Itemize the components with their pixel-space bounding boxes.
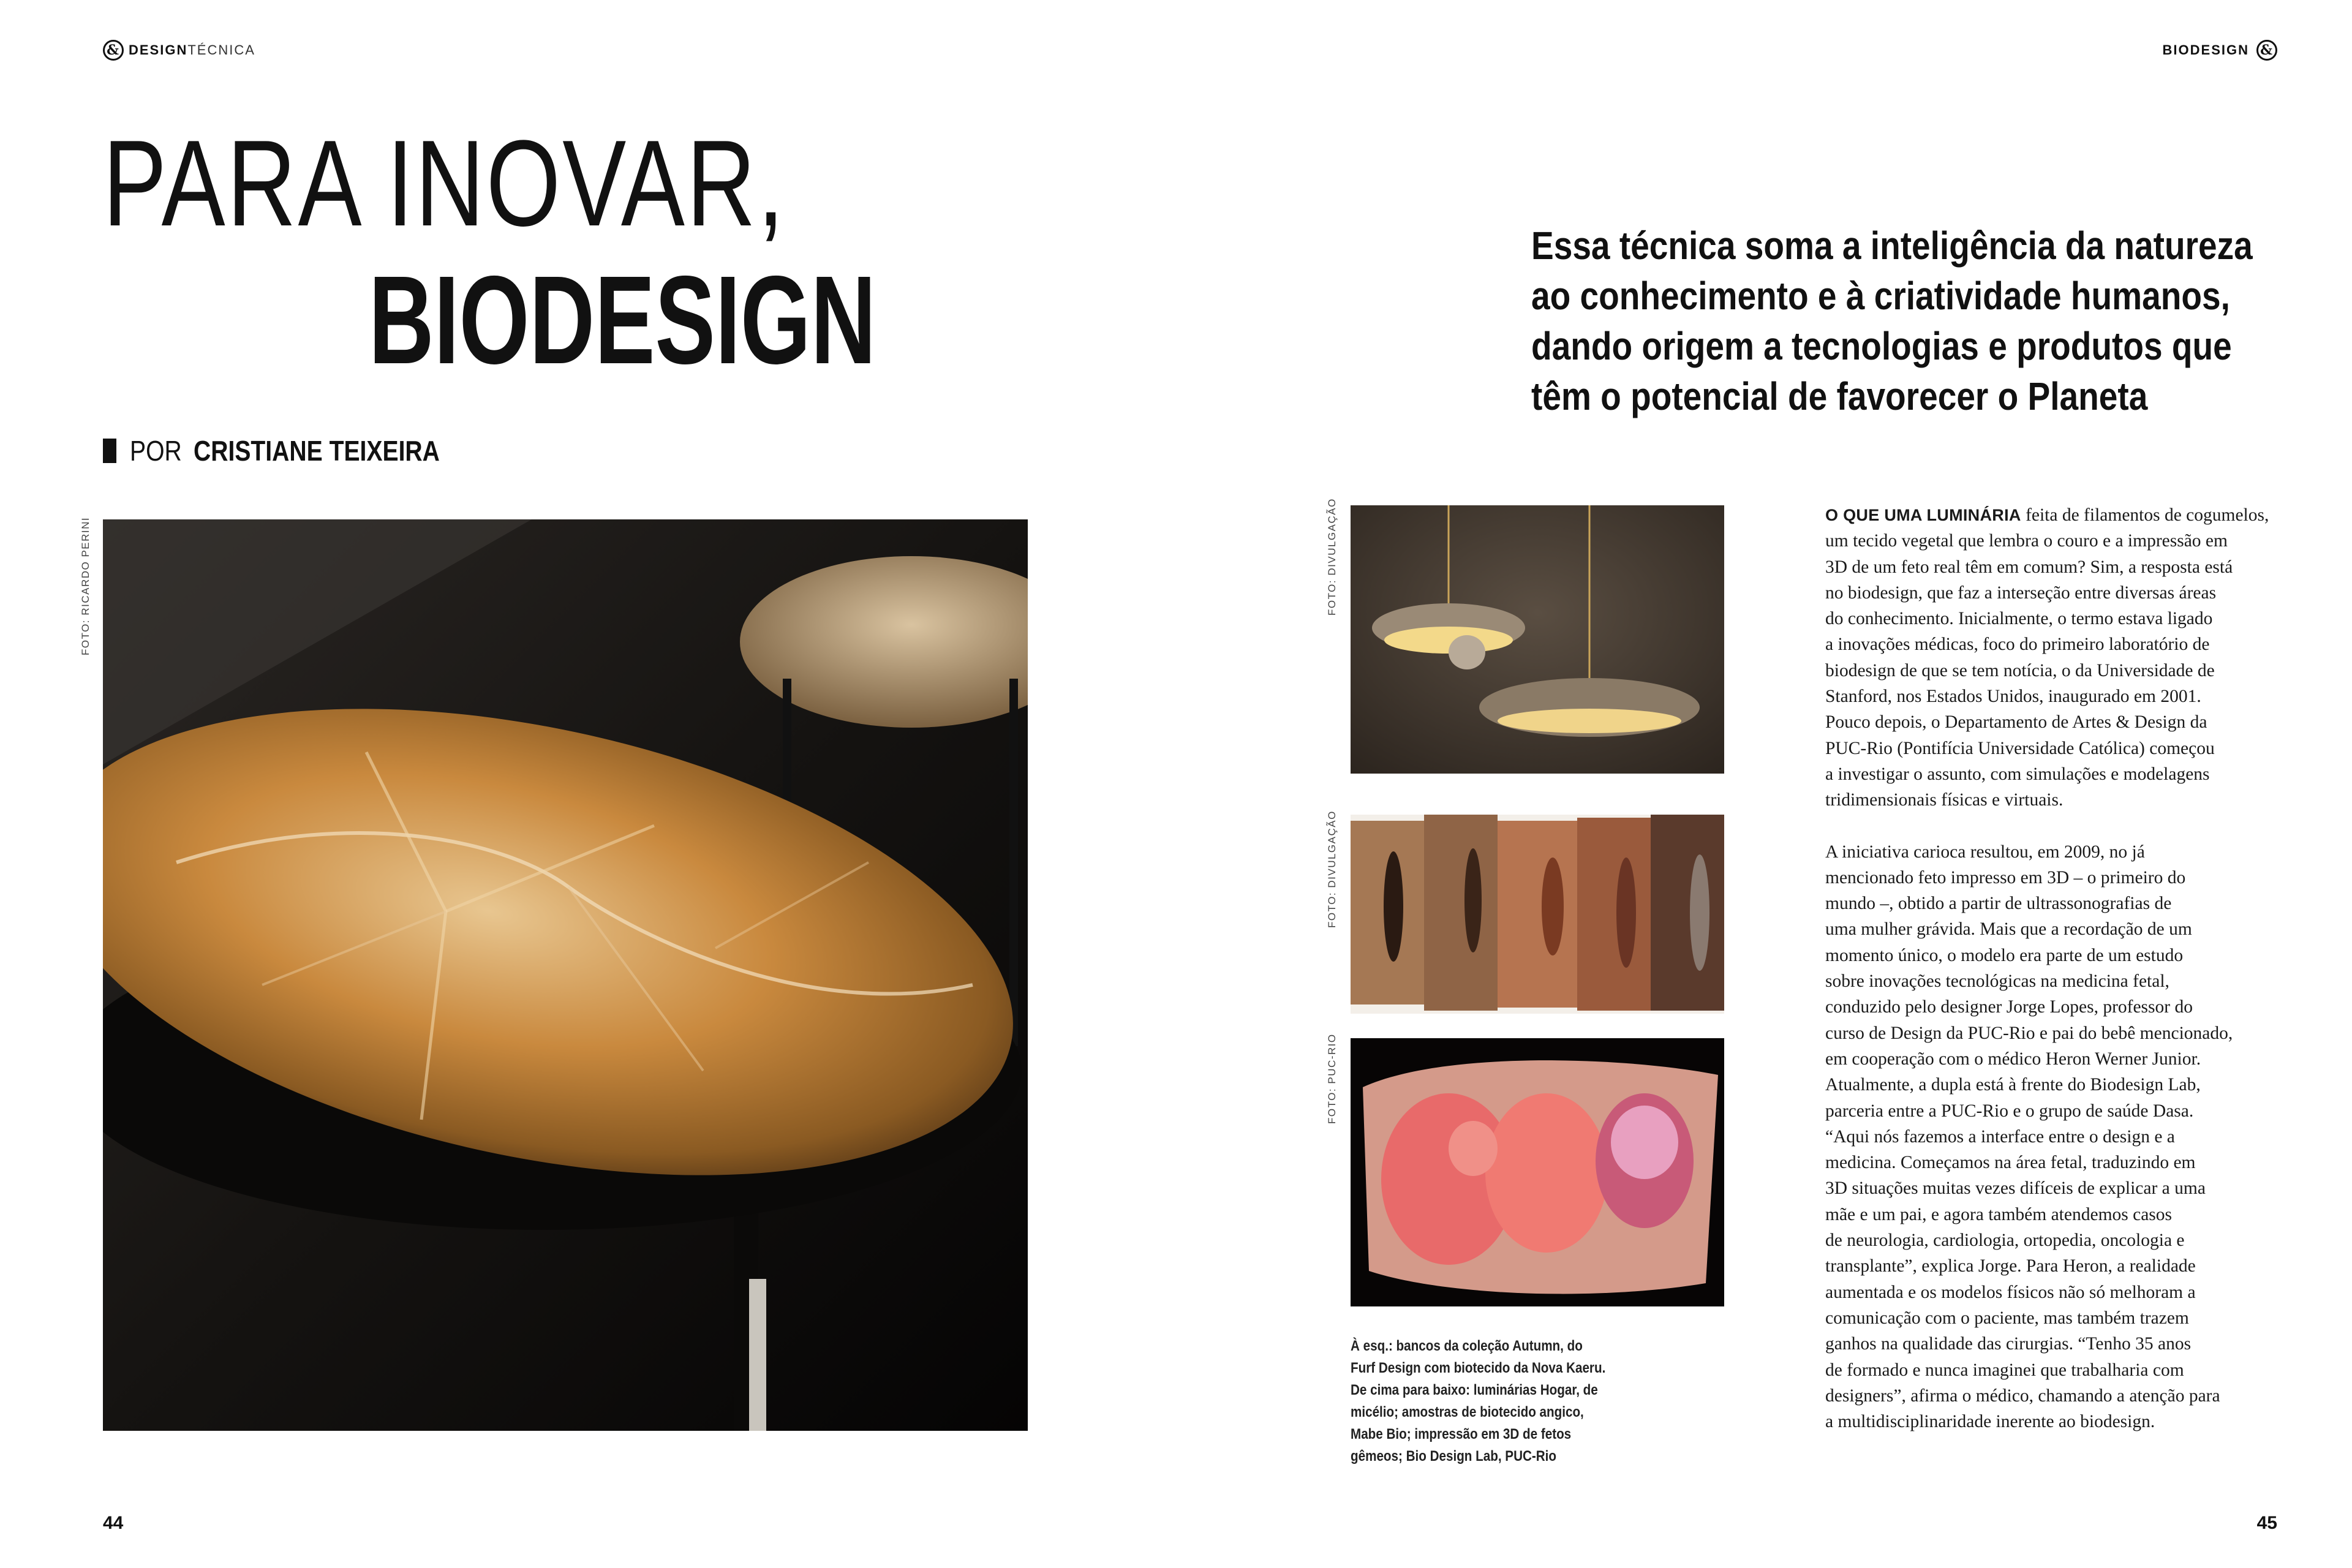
- title-line-2: BIODESIGN: [369, 250, 876, 390]
- dek-line: têm o potencial de favorecer o Planeta: [1531, 374, 2148, 418]
- photo-credit-biofabric: FOTO: DIVULGAÇÃO: [1326, 810, 1338, 928]
- lamps-illustration: [1351, 505, 1724, 774]
- body-line: uma mulher grávida. Mais que a recordação de um: [1825, 919, 2192, 940]
- body-line: conduzido pelo designer Jorge Lopes, professor do: [1825, 997, 2193, 1017]
- body-line: 3D de um feto real têm em comum? Sim, a resposta está: [1825, 557, 2233, 577]
- page-number-right: 45: [2256, 1513, 2277, 1533]
- body-line: a inovações médicas, foco do primeiro laboratório de: [1825, 635, 2210, 655]
- body-line: A iniciativa carioca resultou, em 2009, no já: [1825, 842, 2145, 862]
- caption-line: De cima para baixo: luminárias Hogar, de: [1351, 1382, 1598, 1398]
- body-line: transplante”, explica Jorge. Para Heron, a realidade: [1825, 1256, 2196, 1276]
- page-number-left: 44: [103, 1513, 124, 1533]
- running-head-label: BIODESIGN: [2162, 42, 2249, 58]
- body-line: mãe e um pai, e agora também atendemos casos: [1825, 1204, 2173, 1224]
- body-line: 3D situações muitas vezes difíceis de explicar a uma: [1825, 1178, 2206, 1199]
- byline-prefix: POR: [130, 435, 182, 467]
- byline: [103, 434, 483, 468]
- title-line-1: PARA INOVAR,: [103, 115, 786, 252]
- lamps-photo: [1351, 505, 1724, 774]
- byline-author: CRISTIANE TEIXEIRA: [193, 435, 440, 467]
- body-line: em cooperação com o médico Heron Werner Junior.: [1825, 1049, 2201, 1069]
- body-line: Atualmente, a dupla está à frente do Biodesign Lab,: [1825, 1075, 2201, 1095]
- stool-illustration: [103, 519, 1028, 1431]
- caption-line: gêmeos; Bio Design Lab, PUC-Rio: [1351, 1448, 1557, 1464]
- body-line: curso de Design da PUC-Rio e pai do bebê mencionado,: [1825, 1023, 2233, 1043]
- ampersand-icon: &: [103, 40, 124, 61]
- running-head-right: [2163, 38, 2277, 62]
- body-line: Stanford, nos Estados Unidos, inaugurado em 2001.: [1825, 687, 2201, 707]
- body-line: medicina. Começamos na área fetal, traduzindo em: [1825, 1153, 2196, 1173]
- caption-line: micélio; amostras de biotecido angico,: [1351, 1404, 1584, 1420]
- running-head-subsection: TÉCNICA: [187, 42, 255, 58]
- body-line-rest: feita de filamentos de cogumelos,: [2021, 505, 2269, 525]
- body-line: de formado e nunca imaginei que trabalharia com: [1825, 1360, 2184, 1380]
- body-line: a multidisciplinaridade inerente ao biodesign.: [1825, 1412, 2155, 1432]
- photo-credit-fetus: FOTO: PUC-RIO: [1326, 1033, 1338, 1124]
- body-line: PUC-Rio (Pontifícia Universidade Católica) começou: [1825, 738, 2215, 758]
- running-head-left: [103, 38, 255, 62]
- dek-line: dando origem a tecnologias e produtos que: [1531, 324, 2232, 368]
- caption-line: Mabe Bio; impressão em 3D de fetos: [1351, 1426, 1572, 1442]
- caption-line: Furf Design com biotecido da Nova Kaeru.: [1351, 1360, 1606, 1376]
- body-line: um tecido vegetal que lembra o couro e a impressão em: [1825, 531, 2228, 551]
- dek-line: Essa técnica soma a inteligência da natureza: [1531, 224, 2253, 268]
- body-line: tridimensionais físicas e virtuais.: [1825, 790, 2064, 810]
- dek: [1531, 221, 2291, 421]
- body-line: mencionado feto impresso em 3D – o primeiro do: [1825, 867, 2186, 888]
- fetus-print-photo: [1351, 1038, 1724, 1306]
- biofabric-photo: [1351, 815, 1724, 1014]
- body-line: momento único, o modelo era parte de um estudo: [1825, 945, 2184, 965]
- body-line: do conhecimento. Inicialmente, o termo estava ligado: [1825, 609, 2213, 629]
- article-body: [1825, 502, 2278, 1434]
- photo-caption: [1351, 1335, 1669, 1468]
- body-line: biodesign de que se tem notícia, o da Universidade de: [1825, 660, 2215, 680]
- body-line: Pouco depois, o Departamento de Artes & Design da: [1825, 712, 2207, 733]
- dek-line: ao conhecimento e à criatividade humanos,: [1531, 274, 2230, 318]
- body-line: sobre inovações tecnológicas na medicina fetal,: [1825, 971, 2169, 992]
- body-line: “Aqui nós fazemos a interface entre o design e a: [1825, 1126, 2175, 1147]
- running-head-section: DESIGN: [129, 42, 188, 58]
- body-line: aumentada e os modelos físicos não só melhoram a: [1825, 1282, 2196, 1302]
- photo-credit-main: FOTO: RICARDO PERINI: [80, 516, 91, 655]
- photo-credit-lamps: FOTO: DIVULGAÇÃO: [1326, 498, 1338, 616]
- body-line: comunicação com o paciente, mas também trazem: [1825, 1308, 2189, 1328]
- body-line: ganhos na qualidade das cirurgias. “Tenho 35 anos: [1825, 1334, 2192, 1354]
- body-line: de neurologia, cardiologia, ortopedia, oncologia e: [1825, 1231, 2185, 1251]
- ampersand-icon: &: [2256, 40, 2277, 61]
- body-line: parceria entre a PUC-Rio e o grupo de saúde Dasa.: [1825, 1101, 2194, 1121]
- biofabric-illustration: [1351, 815, 1724, 1014]
- body-line: designers”, afirma o médico, chamando a atenção para: [1825, 1385, 2220, 1406]
- body-line: no biodesign, que faz a interseção entre diversas áreas: [1825, 582, 2217, 603]
- fetus-print-illustration: [1351, 1038, 1724, 1306]
- body-line: [1825, 502, 2278, 528]
- paragraph-gap: [1825, 813, 2278, 839]
- lead-in: O QUE UMA LUMINÁRIA: [1825, 506, 2021, 524]
- byline-marker-bar: [103, 439, 116, 463]
- body-line: a investigar o assunto, com simulações e modelagens: [1825, 764, 2210, 784]
- stool-photo: [103, 519, 1028, 1431]
- body-line: mundo –, obtido a partir de ultrassonografias de: [1825, 894, 2172, 914]
- caption-line: À esq.: bancos da coleção Autumn, do: [1351, 1338, 1583, 1354]
